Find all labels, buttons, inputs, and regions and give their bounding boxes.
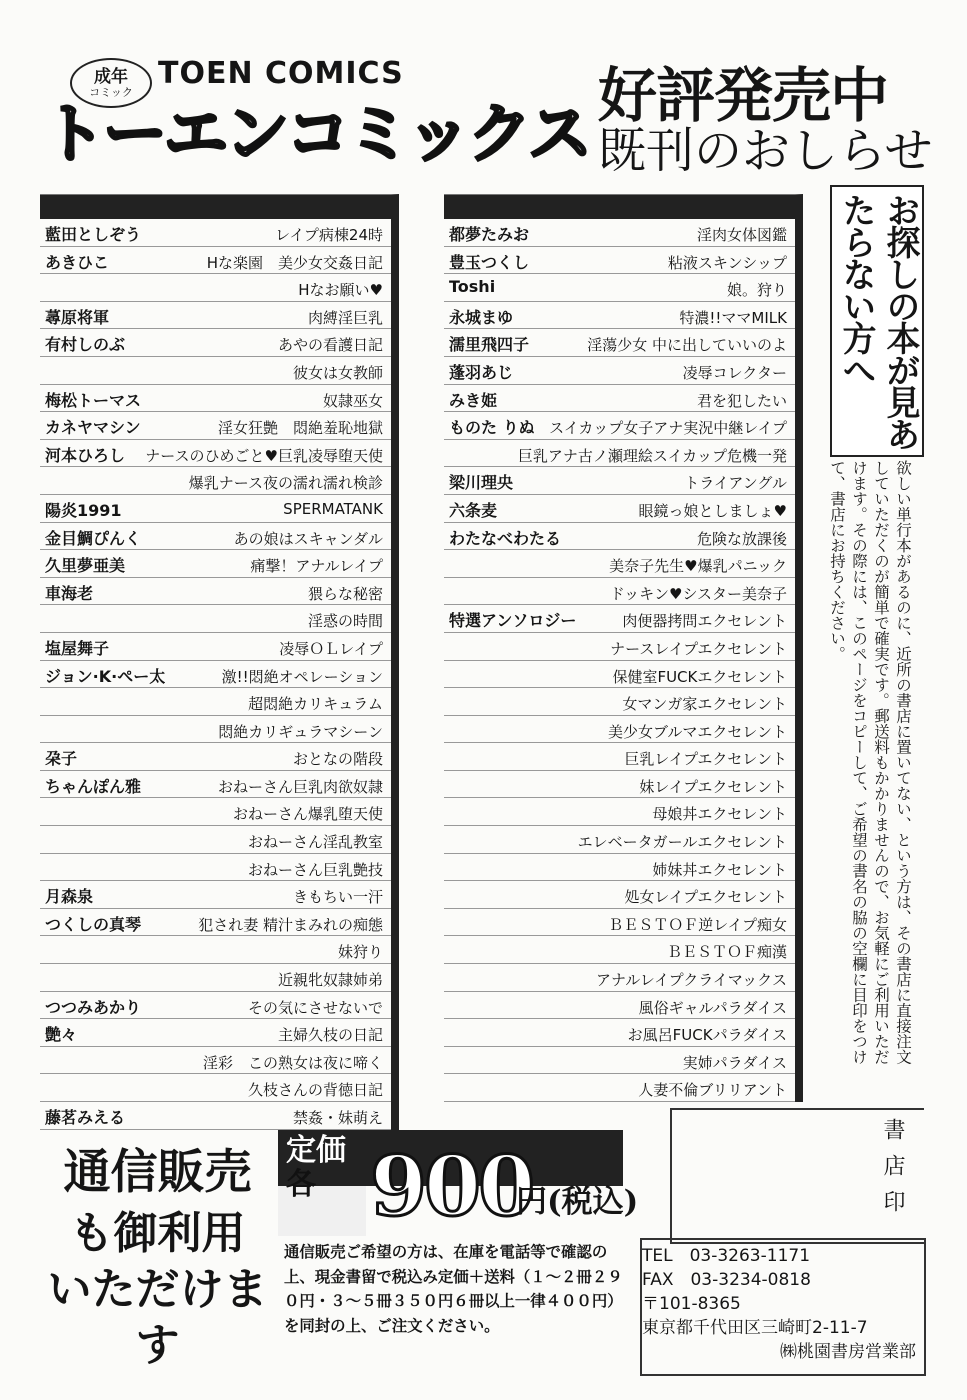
left-book-table (40, 194, 399, 1130)
book-row (444, 412, 795, 440)
book-title: 痛撃！アナルレイプ (250, 557, 383, 576)
book-title: 彼女は女教師 (292, 363, 383, 382)
book-row (40, 302, 391, 330)
book-title: きもちい一汗 (292, 888, 383, 907)
badge-line2: コミック (89, 85, 133, 99)
book-title: 悶絶カリギュラマシーン (218, 722, 383, 741)
book-title: 超悶絶カリキュラム (248, 695, 383, 714)
author-name: わたなべわたる (449, 528, 562, 548)
mail-order-line3: いただけます (47, 1264, 268, 1371)
book-title: おねーさん爆乳堕天使 (232, 805, 383, 824)
price-label-line2: 各 (286, 1167, 316, 1202)
book-row (444, 798, 795, 826)
book-title: アナルレイプクライマックス (595, 971, 787, 990)
book-row (444, 247, 795, 275)
book-title: おねーさん巨乳艶技 (247, 860, 383, 879)
price-box (278, 1130, 664, 1236)
book-row (444, 1019, 795, 1047)
search-help-box (830, 185, 924, 457)
mail-order-line2: も御利用 (69, 1208, 246, 1259)
book-title: あの娘はスキャンダル (233, 529, 383, 548)
book-title: 淫蕩少女 中に出していいのよ (587, 336, 787, 355)
table-header-bar (444, 195, 795, 219)
book-title: エレベータガールエクセレント (577, 833, 787, 852)
book-row (40, 798, 391, 826)
book-title: 実姉パラダイス (682, 1053, 787, 1072)
book-title: 人妻不倫ブリリアント (638, 1081, 787, 1100)
book-title: 奴隷巫女 (322, 391, 383, 410)
book-title: 風俗ギャルパラダイス (638, 998, 787, 1017)
book-row (444, 964, 795, 992)
book-row (40, 550, 391, 578)
book-row (40, 716, 391, 744)
author-name: 塩屋舞子 (45, 638, 110, 658)
book-title: 美奈子先生♥爆乳パニック (609, 557, 787, 576)
badge-line1: 成年 (94, 66, 128, 87)
bookstore-stamp-label: 書店印 (880, 1118, 905, 1226)
book-row (444, 909, 795, 937)
book-row (444, 523, 795, 551)
book-title: 近親牝奴隷姉弟 (277, 971, 383, 990)
book-row (444, 357, 795, 385)
book-row (444, 329, 795, 357)
book-row (40, 881, 391, 909)
book-row (40, 1047, 391, 1075)
book-title: 眼鏡っ娘としましょ♥ (638, 501, 787, 520)
book-row (40, 964, 391, 992)
book-row (40, 1102, 391, 1130)
book-title: 危険な放課後 (696, 529, 787, 548)
author-name: 有村しのぶ (45, 335, 126, 355)
book-row (444, 467, 795, 495)
book-title: 爆乳ナース夜の濡れ濡れ検診 (188, 474, 383, 493)
book-row (40, 826, 391, 854)
author-name: 久里夢亜美 (45, 556, 126, 576)
author-name: ジョン·K·ペー太 (45, 666, 166, 686)
book-row (444, 688, 795, 716)
book-row (444, 440, 795, 468)
book-title: 巨乳レイプエクセレント (624, 750, 787, 769)
book-row (40, 523, 391, 551)
book-title: 淫惑の時間 (307, 612, 383, 631)
book-title: スイカップ女子アナ実況中継レイプ (549, 419, 787, 438)
author-name: 濡里飛四子 (449, 335, 530, 355)
book-row (444, 633, 795, 661)
book-title: 禁姦・妹萌え (292, 1109, 383, 1127)
book-title: 特濃!!ママMILK (679, 308, 787, 327)
book-row (444, 661, 795, 689)
author-name: 都夢たみお (449, 225, 530, 244)
book-row (40, 219, 391, 247)
book-row (40, 578, 391, 606)
author-name: 藍田としぞう (45, 225, 142, 244)
book-row (444, 550, 795, 578)
book-title: 凌辱ＯＬレイプ (279, 639, 383, 658)
contact-address: 東京都千代田区三崎町2-11-7 (642, 1318, 868, 1338)
book-row (444, 1074, 795, 1102)
book-row (40, 412, 391, 440)
book-title: 犯され妻 精汁まみれの痴態 (198, 915, 383, 934)
book-row (444, 992, 795, 1020)
book-title: 猥らな秘密 (307, 584, 383, 603)
book-row (444, 302, 795, 330)
book-title: Hな楽園 美少女交姦日記 (206, 253, 383, 272)
book-title: 妹狩り (337, 943, 383, 962)
book-row (444, 743, 795, 771)
book-title: 姉妹丼エクセレント (652, 860, 787, 879)
book-title: 娘。狩り (726, 281, 787, 300)
backlist-notice: 既刊のおしらせ (598, 123, 933, 179)
author-name: Toshi (449, 277, 496, 297)
author-name: 梅松トーマス (45, 390, 142, 410)
book-title: 肉縛淫巨乳 (307, 308, 383, 327)
author-name: つつみあかり (45, 997, 142, 1017)
book-row (444, 385, 795, 413)
book-row (444, 936, 795, 964)
book-row (40, 771, 391, 799)
book-title: おとなの階段 (292, 750, 383, 769)
brand-logo: トーエンコミックス (42, 98, 590, 172)
book-title: 淫女狂艶 悶絶羞恥地獄 (217, 419, 383, 438)
author-name: 藤茗みえる (45, 1108, 126, 1127)
book-row (444, 605, 795, 633)
book-row (40, 247, 391, 275)
book-title: ナースのひめごと♥巨乳凌辱堕天使 (145, 446, 383, 465)
contact-info (642, 1244, 922, 1364)
book-title: 処女レイプエクセレント (624, 888, 787, 907)
brand-latin: TOEN COMICS (158, 56, 404, 91)
author-name: 車海老 (45, 583, 94, 603)
book-row (40, 992, 391, 1020)
author-name: 六条麦 (449, 500, 498, 520)
author-name: 陽炎1991 (45, 500, 122, 520)
book-row (444, 716, 795, 744)
book-title: 淫彩 この熟女は夜に啼く (202, 1053, 383, 1072)
book-row (444, 219, 795, 247)
author-name: ものた りぬ (449, 418, 535, 438)
book-title: ナースレイプエクセレント (610, 639, 787, 658)
book-row (40, 854, 391, 882)
book-title: 淫肉女体図鑑 (696, 226, 787, 244)
book-title: トライアングル (684, 474, 787, 493)
contact-company: ㈱桃園書房営業部 (780, 1342, 916, 1362)
book-title: Hなお願い♥ (298, 281, 383, 300)
book-row (40, 274, 391, 302)
book-row (444, 1047, 795, 1075)
author-name: 特選アンソロジー (449, 611, 577, 631)
order-note: 欲しい単行本があるのに、近所の書店に置いてない、という方は、その書店に直接注文していただくのが簡単で確実です。郵送料もかかりませんので、お気軽にご利用いただけます。その際には、このページをコピーして、ご希望の書名の脇の空欄に目印をつけて、書店にお持ちください。 (828, 460, 912, 1065)
book-row (444, 854, 795, 882)
book-row (40, 909, 391, 937)
author-name: 豊玉つくし (449, 252, 530, 272)
book-row (444, 578, 795, 606)
book-row (444, 274, 795, 302)
mail-order-banner (40, 1140, 275, 1374)
author-name: つくしの真琴 (45, 914, 142, 934)
contact-postal: 〒101-8365 (642, 1294, 741, 1314)
book-row (444, 495, 795, 523)
book-title: 巨乳アナ古ノ瀬理絵スイカップ危機一発 (517, 446, 787, 465)
book-title: お風呂FUCKパラダイス (627, 1026, 787, 1045)
author-name: 金目鯛ぴんく (45, 528, 142, 548)
price-value: 900 (370, 1139, 533, 1235)
price-label-line1: 定価 (286, 1133, 346, 1168)
book-title: おねーさん淫乱教室 (247, 833, 383, 852)
book-title: 美少女ブルマエクセレント (607, 722, 787, 741)
contact-fax: FAX 03-3234-0818 (642, 1270, 811, 1290)
price-label (286, 1134, 366, 1202)
book-title: ＢＥＳＴＯＦ痴漢 (666, 943, 787, 962)
book-title: SPERMATANK (283, 499, 383, 518)
book-row (444, 881, 795, 909)
book-row (40, 661, 391, 689)
contact-tel: TEL 03-3263-1171 (642, 1246, 811, 1266)
book-row (40, 357, 391, 385)
book-title: ドッキン♥シスター美奈子 (609, 584, 787, 603)
book-title: 激!!悶絶オペレーション (221, 667, 383, 686)
book-row (40, 467, 391, 495)
author-name: あきひこ (45, 252, 110, 272)
author-name: 蓬羽あじ (449, 362, 514, 382)
author-name: 河本ひろし (45, 445, 126, 465)
book-title: 粘液スキンシップ (667, 253, 787, 272)
book-row (40, 688, 391, 716)
book-title: 久枝さんの背徳日記 (247, 1081, 383, 1100)
book-title: 君を犯したい (696, 391, 787, 410)
book-row (40, 1019, 391, 1047)
author-name: カネヤマシン (45, 418, 141, 438)
book-title: おねーさん巨乳肉欲奴隷 (217, 777, 383, 796)
book-row (40, 495, 391, 523)
book-row (40, 1074, 391, 1102)
book-row (40, 440, 391, 468)
book-title: その気にさせないで (247, 998, 383, 1017)
author-name: 艶々 (45, 1025, 78, 1045)
author-name: 朶子 (45, 749, 78, 769)
book-title: レイプ病棟24時 (275, 226, 383, 244)
book-row (444, 771, 795, 799)
book-row (40, 329, 391, 357)
book-title: あやの看護日記 (277, 336, 383, 355)
book-title: 保健室FUCKエクセレント (612, 667, 787, 686)
search-help-heading: お探しの本が見あたらない方へ (836, 193, 920, 449)
book-title: 女マンガ家エクセレント (622, 695, 787, 714)
mail-order-instructions: 通信販売ご希望の方は、在庫を電話等で確認の上、現金書留で税込み定価＋送料（１〜２冊２９０円・３〜５冊３５０円６冊以上一律４００円）を同封の上、ご注文ください。 (284, 1243, 623, 1335)
book-row (40, 936, 391, 964)
book-title: 妹レイプエクセレント (639, 777, 787, 796)
book-row (40, 633, 391, 661)
book-title: 主婦久枝の日記 (277, 1026, 383, 1045)
table-header-bar (40, 195, 391, 219)
author-name: 蕁原将軍 (45, 307, 110, 327)
author-name: 梁川理央 (449, 473, 514, 493)
author-name: みき姫 (449, 390, 498, 410)
book-title: ＢＥＳＴＯＦ逆レイプ痴女 (608, 915, 787, 934)
price-unit: 円(税込) (516, 1184, 639, 1220)
author-name: 永城まゆ (449, 307, 514, 327)
book-row (40, 743, 391, 771)
book-title: 凌辱コレクター (682, 363, 787, 382)
book-title: 肉便器拷問エクセレント (622, 612, 787, 631)
mail-order-line1: 通信販売 (63, 1145, 252, 1200)
book-title: 母娘丼エクセレント (652, 805, 787, 824)
author-name: ちゃんぽん雅 (45, 776, 142, 796)
middle-book-table (444, 194, 803, 1102)
author-name: 月森泉 (45, 887, 94, 907)
on-sale-heading: 好評発売中 (598, 61, 889, 130)
book-row (40, 385, 391, 413)
book-row (40, 605, 391, 633)
book-row (444, 826, 795, 854)
